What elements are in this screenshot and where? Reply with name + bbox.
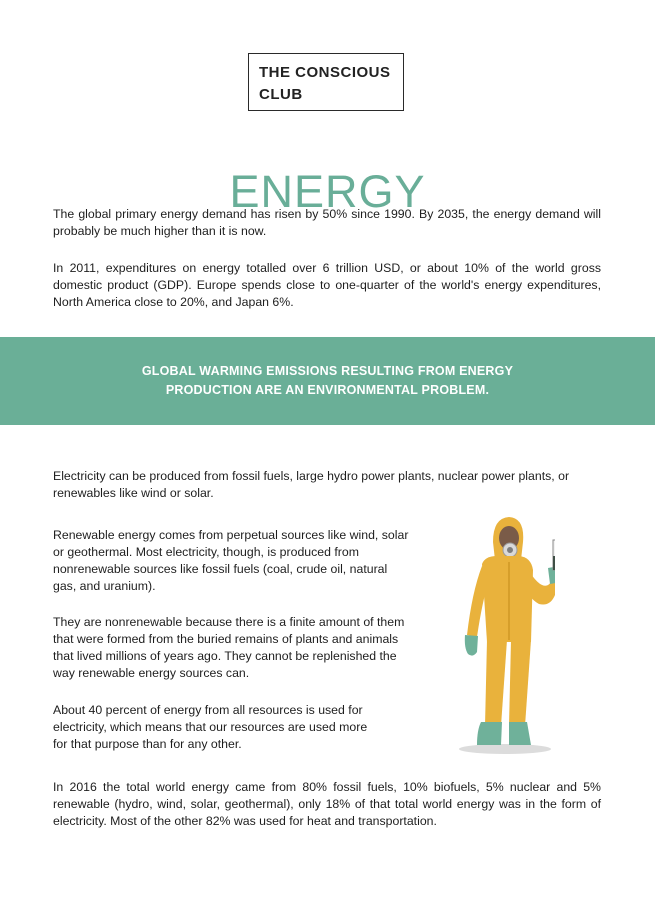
logo-line-1: THE CONSCIOUS xyxy=(259,64,391,81)
intro-paragraph-demand: The global primary energy demand has risen by 50% since 1990. By 2035, the energy demand will probably be much higher than it is now. xyxy=(53,207,601,238)
highlight-banner xyxy=(0,337,655,425)
intro-paragraph-expenditures: In 2011, expenditures on energy totalled over 6 trillion USD, or about 10% of the world gross domestic product (GDP). Europe spends close to one-quarter of the world's energy expenditures, North America close to 20%, and Japan 6%. xyxy=(53,261,601,309)
logo-line-2: CLUB xyxy=(259,86,303,103)
club-logo xyxy=(248,53,404,111)
nonrenewable-paragraph: They are nonrenewable because there is a finite amount of them that were formed from the buried remains of plants and animals that lived millions of years ago. They cannot be replenished the way renewable energy sources can. xyxy=(53,615,405,680)
forty-percent-paragraph: About 40 percent of energy from all resources is used for electricity, which means that our resources are used more for that purpose than for any other. xyxy=(53,703,368,751)
electricity-paragraph: Electricity can be produced from fossil fuels, large hydro power plants, nuclear power plants, or renewables like wind or solar. xyxy=(53,469,570,500)
world-energy-2016-paragraph: In 2016 the total world energy came from 80% fossil fuels, 10% biofuels, 5% nuclear and 5% renewable (hydro, wind, solar, geothermal), only 18% of that total world energy was in the form of electricity. Most of the other 82% was used for heat and transportation. xyxy=(53,780,601,828)
renewable-paragraph: Renewable energy comes from perpetual sources like wind, solar or geothermal. Most electricity, though, is produced from nonrenewable sources like fossil fuels (coal, crude oil, natural gas, and uranium). xyxy=(53,528,409,593)
hazmat-suit-person-icon xyxy=(455,512,555,757)
page-title: ENERGY xyxy=(229,166,426,218)
banner-text: GLOBAL WARMING EMISSIONS RESULTING FROM ENERGY PRODUCTION ARE AN ENVIRONMENTAL PROBLEM. xyxy=(141,364,514,397)
